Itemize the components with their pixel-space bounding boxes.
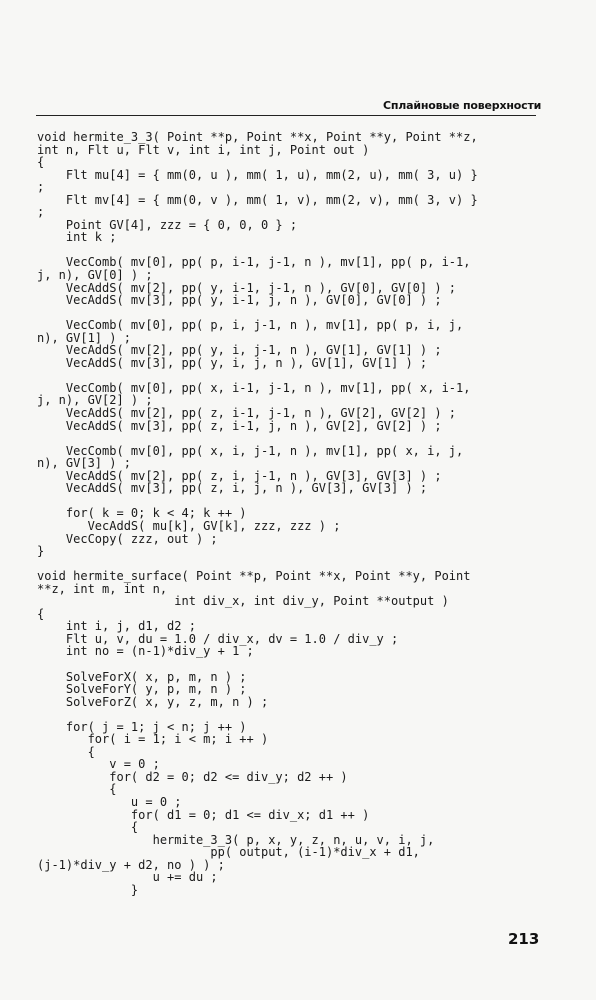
page-number: 213 bbox=[508, 930, 540, 948]
header-rule bbox=[36, 115, 536, 116]
running-header: Сплайновые поверхности bbox=[383, 99, 542, 112]
code-listing: void hermite_3_3( Point **p, Point **x, Point **y, Point **z, int n, Flt u, Flt v, int i, int j, Point out ) { Flt mu[4] = { mm(0, u ), mm( 1, u), mm(2, u), mm( 3, u) } ; Flt mv[4] = { mm(0, v ), mm( 1, v), mm(2, v), mm( 3, v) } ; Point GV[4], zzz = { 0, 0, 0 } ; int k ; VecComb( mv[0], pp( p, i-1, j-1, n ), mv[1], pp( p, i-1, j, n), GV[0] ) ; VecAddS( mv[2], pp( y, i-1, j-1, n ), GV[0], GV[0] ) ; VecAddS( mv[3], pp( y, i-1, j, n ), GV[0], GV[0] ) ; VecComb( mv[0], pp( p, i, j-1, n ), mv[1], pp( p, i, j, n), GV[1] ) ; VecAddS( mv[2], pp( y, i, j-1, n ), GV[1], GV[1] ) ; VecAddS( mv[3], pp( y, i, j, n ), GV[1], GV[1] ) ; VecComb( mv[0], pp( x, i-1, j-1, n ), mv[1], pp( x, i-1, j, n), GV[2] ) ; VecAddS( mv[2], pp( z, i-1, j-1, n ), GV[2], GV[2] ) ; VecAddS( mv[3], pp( z, i-1, j, n ), GV[2], GV[2] ) ; VecComb( mv[0], pp( x, i, j-1, n ), mv[1], pp( x, i, j, n), GV[3] ) ; VecAddS( mv[2], pp( z, i, j-1, n ), GV[3], GV[3] ) ; VecAddS( mv[3], pp( z, i, j, n ), GV[3], GV[3] ) ; for( k = 0; k < 4; k ++ ) VecAddS( mu[k], GV[k], zzz, zzz ) ; VecCopy( zzz, out ) ; } void hermite_surface( Point **p, Point **x, Point **y, Point **z, int m, int n, int div_x, int div_y, Point **output ) { int i, j, d1, d2 ; Flt u, v, du = 1.0 / div_x, dv = 1.0 / div_y ; int no = (n-1)*div_y + 1 ; SolveForX( x, p, m, n ) ; SolveForY( y, p, m, n ) ; SolveForZ( x, y, z, m, n ) ; for( j = 1; j < n; j ++ ) for( i = 1; i < m; i ++ ) { v = 0 ; for( d2 = 0; d2 <= div_y; d2 ++ ) { u = 0 ; for( d1 = 0; d1 <= div_x; d1 ++ ) { hermite_3_3( p, x, y, z, n, u, v, i, j, pp( output, (i-1)*div_x + d1, (j-1)*div_y + d2, no ) ) ; u += du ; } bbox=[37, 130, 478, 897]
